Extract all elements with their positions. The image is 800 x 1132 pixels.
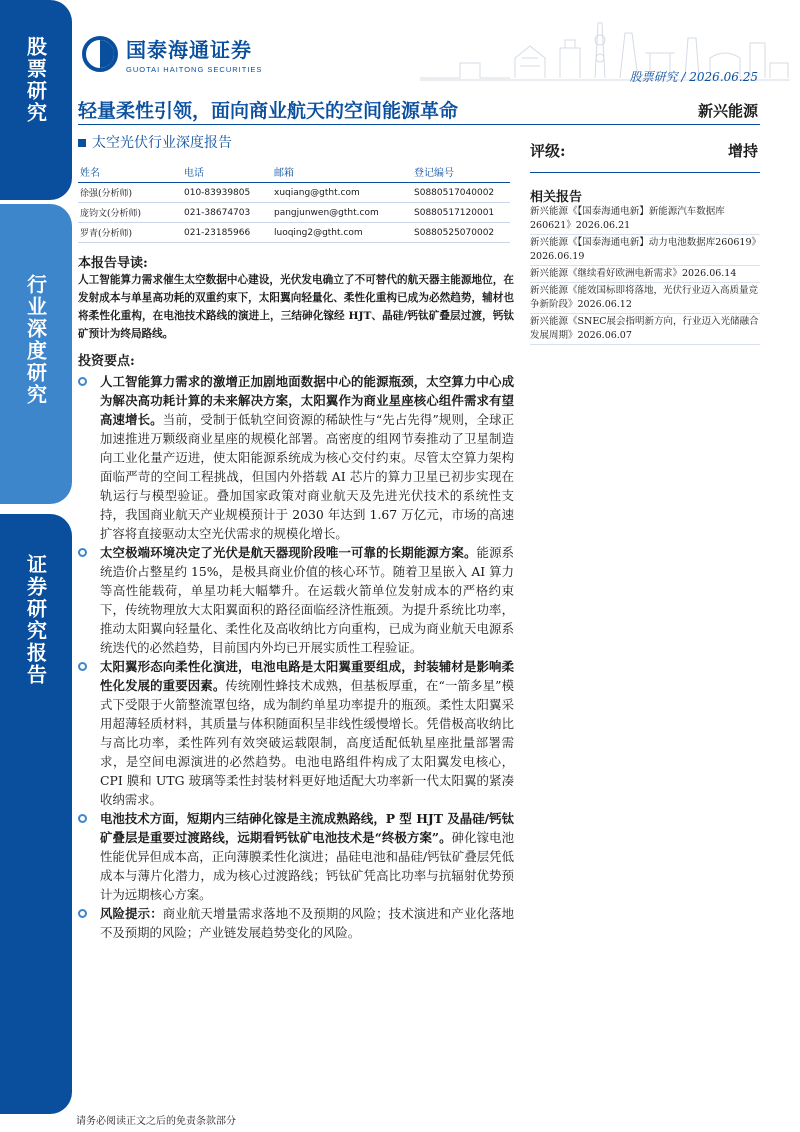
- brand-name-en: GUOTAI HAITONG SECURITIES: [126, 65, 263, 74]
- analyst-email[interactable]: luoqing2@gtht.com: [272, 223, 412, 243]
- sidebar-tab-industry-research: 行业深度研究: [0, 204, 72, 504]
- title-divider: [78, 124, 760, 125]
- key-points-heading: 投资要点:: [78, 354, 135, 369]
- rating-divider: [530, 172, 760, 173]
- key-points-list: [78, 372, 514, 942]
- related-reports-list: [530, 204, 760, 345]
- circle-bullet-icon: [78, 662, 87, 671]
- circle-bullet-icon: [78, 548, 87, 557]
- list-item: [78, 904, 514, 942]
- table-row: [78, 183, 510, 203]
- related-report-item[interactable]: 新兴能源《能效国标即将落地，光伏行业迈入高质量竞争新阶段》2026.06.12: [530, 283, 760, 314]
- sidebar: [0, 0, 72, 1132]
- list-item: [78, 372, 514, 543]
- column-header: 邮箱: [272, 162, 412, 183]
- report-title: 轻量柔性引领，面向商业航天的空间能源革命: [78, 100, 459, 122]
- brand-logo: [82, 34, 262, 74]
- guide-heading: 本报告导读:: [78, 256, 148, 271]
- column-header: 登记编号: [412, 162, 510, 183]
- header-separator: /: [681, 70, 690, 84]
- analyst-registration: S0880525070002: [412, 223, 510, 243]
- analyst-phone: 021-23185966: [182, 223, 272, 243]
- point-body: 能源系统造价占整星约 15%，是极具商业价值的核心环节。随着卫星嵌入 AI 算力等高性能载荷，单星功耗大幅攀升。在运载火箭单位发射成本的严格约束下，传统物理放大太阳翼面积的路径面临经济性瓶颈。为提升系统比功率，推动太阳翼向轻量化、柔性化及高收纳比方向重构，已成为商业航天电源系统迭代的必然趋势，目前国内外均已开展实质性工程验证。: [100, 545, 515, 655]
- column-header: 姓名: [78, 162, 182, 183]
- analyst-name: 庞钧文(分析师): [78, 203, 182, 223]
- list-item: [78, 809, 514, 904]
- point-body: 传统刚性蜂技术成熟，但基板厚重，在“一箭多星”模式下受限于火箭整流罩包络，成为制约单星功率提升的瓶颈。柔性太阳翼采用超薄轻质材料，其质量与体积随面积呈非线性缓慢增长。凭借极高收纳比与高比功率，柔性阵列有效突破运载限制，高度适配低轨星座批量部署需求，是空间电源演进的必然趋势。电池电路组件构成了太阳翼发电核心，CPI 膜和 UTG 玻璃等柔性封装材料更好地适配大功率新一代太阳翼的紧凑收纳需求。: [100, 678, 515, 807]
- brand-mark-icon: [82, 36, 118, 72]
- analyst-table: [78, 162, 510, 243]
- point-body: 商业航天增量需求落地不及预期的风险；技术演进和产业化落地不及预期的风险；产业链发展趋势变化的风险。: [100, 906, 515, 940]
- rating: [530, 140, 758, 161]
- circle-bullet-icon: [78, 909, 87, 918]
- related-report-item[interactable]: 新兴能源《【国泰海通电新】新能源汽车数据库260621》2026.06.21: [530, 204, 760, 235]
- disclaimer-footer: 请务必阅读正文之后的免责条款部分: [76, 1116, 236, 1127]
- brand-name: 国泰海通证券: [126, 38, 252, 62]
- point-lead: 电池技术方面，短期内三结砷化镓是主流成熟路线，P 型 HJT 及晶硅/钙钛矿叠层是重要过渡路线，远期看钙钛矿电池技术是“终极方案”。: [100, 811, 514, 845]
- analyst-name: 徐强(分析师): [78, 183, 182, 203]
- list-item: [78, 657, 514, 809]
- point-lead: 太空极端环境决定了光伏是航天器现阶段唯一可靠的长期能源方案。: [100, 545, 477, 560]
- analyst-registration: S0880517120001: [412, 203, 510, 223]
- related-report-item[interactable]: 新兴能源《继续看好欧洲电新需求》2026.06.14: [530, 266, 760, 283]
- analyst-phone: 021-38674703: [182, 203, 272, 223]
- circle-bullet-icon: [78, 377, 87, 386]
- point-lead: 风险提示：: [100, 906, 163, 921]
- point-lead: 人工智能算力需求的激增正加剧地面数据中心的能源瓶颈，太空算力中心成为解决高功耗计算的未来解决方案，太阳翼作为商业星座核心组件需求有望高速增长。: [100, 374, 514, 427]
- related-reports-title: 相关报告: [530, 190, 583, 205]
- report-subtitle: [78, 132, 232, 152]
- header-meta: [630, 68, 758, 85]
- list-item: [78, 543, 514, 657]
- rating-value: 增持: [727, 142, 758, 160]
- circle-bullet-icon: [78, 814, 87, 823]
- rating-label: 评级:: [530, 142, 566, 160]
- analyst-email[interactable]: pangjunwen@gtht.com: [272, 203, 412, 223]
- related-report-item[interactable]: 新兴能源《【国泰海通电新】动力电池数据库260619》2026.06.19: [530, 235, 760, 266]
- point-body: 当前，受制于低轨空间资源的稀缺性与“先占先得”规则，全球正加速推进万颗级商业星座的规模化部署。高密度的组网节奏推动了卫星制造向工业化量产迈进，使太阳能源系统成为核心交付约束。尽管太空算力架构面临严苛的空间工程挑战，但国内外搭载 AI 芯片的算力卫星已初步实现在轨运行与模型验证。叠加国家政策对商业航天及先进光伏技术的系统性支持，我国商业航天产业规模预计于 2030 年达到 1.67 万亿元，市场的高速扩容将直接驱动太空光伏需求的规模化增长。: [100, 412, 514, 541]
- guide-text: 人工智能算力需求催生太空数据中心建设，光伏发电确立了不可替代的航天器主能源地位，在发射成本与单星高功耗的双重约束下，太阳翼向轻量化、柔性化重构已成为必然趋势，辅材也将柔性化重构，在电池技术路线的演进上，三结砷化镓经 HJT、晶硅/钙钛矿叠层过渡，钙钛矿预计为终局路线。: [78, 274, 514, 340]
- analyst-email[interactable]: xuqiang@gtht.com: [272, 183, 412, 203]
- point-body: 砷化镓电池性能优异但成本高，正向薄膜柔性化演进；晶硅电池和晶硅/钙钛矿叠层凭低成本与薄片化潜力，成为核心过渡路线；钙钛矿凭高比功率与抗辐射优势预计为远期核心方案。: [100, 830, 515, 902]
- analyst-name: 罗青(分析师): [78, 223, 182, 243]
- column-header: 电话: [182, 162, 272, 183]
- point-lead: 太阳翼形态向柔性化演进，电池电路是太阳翼重要组成，封装辅材是影响柔性化发展的重要因素。: [100, 659, 514, 693]
- analyst-phone: 010-83939805: [182, 183, 272, 203]
- sidebar-tab-stock-research: 股票研究: [0, 0, 72, 200]
- report-subtitle-text: 太空光伏行业深度报告: [92, 135, 232, 151]
- header-date: 2026.06.25: [689, 70, 758, 84]
- analyst-table-header: [78, 162, 510, 183]
- table-row: [78, 203, 510, 223]
- sector-label: 新兴能源: [697, 102, 758, 120]
- sidebar-tab-securities-report: 证券研究报告: [0, 514, 72, 1114]
- analyst-registration: S0880517040002: [412, 183, 510, 203]
- square-bullet-icon: [78, 139, 86, 147]
- header-category: 股票研究: [629, 70, 678, 84]
- table-row: [78, 223, 510, 243]
- related-report-item[interactable]: 新兴能源《SNEC展会指明新方向，行业迈入光储融合发展周期》2026.06.07: [530, 314, 760, 345]
